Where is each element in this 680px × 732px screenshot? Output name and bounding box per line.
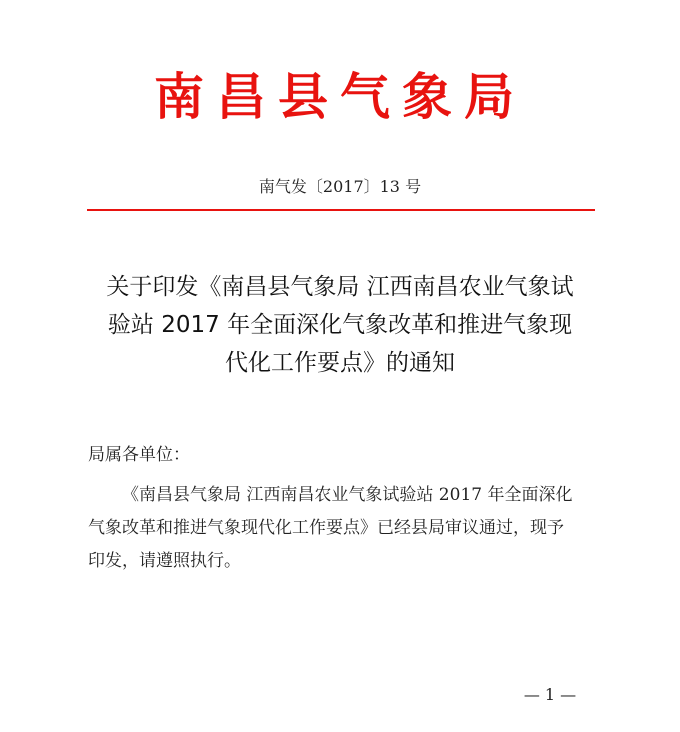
- organization-header: 南昌县气象局: [154, 68, 526, 126]
- body-line: 气象改革和推进气象现代化工作要点》已经县局审议通过，现予: [88, 518, 564, 538]
- page-number: — 1 —: [523, 685, 577, 704]
- body-line: 《南昌县气象局 江西南昌农业气象试验站 2017 年全面深化: [122, 485, 573, 505]
- body-paragraph: [88, 479, 604, 578]
- salutation: 局属各单位：: [88, 445, 190, 465]
- title-line: 关于印发《南昌县气象局 江西南昌农业气象试: [106, 274, 574, 300]
- red-divider-line: [87, 209, 595, 211]
- title-line: 验站 2017 年全面深化气象改革和推进气象现: [107, 312, 573, 338]
- document-title: [82, 268, 598, 382]
- body-line: 印发，请遵照执行。: [88, 551, 241, 571]
- document-number: 南气发〔2017〕13 号: [258, 177, 422, 196]
- title-line: 代化工作要点》的通知: [225, 350, 455, 376]
